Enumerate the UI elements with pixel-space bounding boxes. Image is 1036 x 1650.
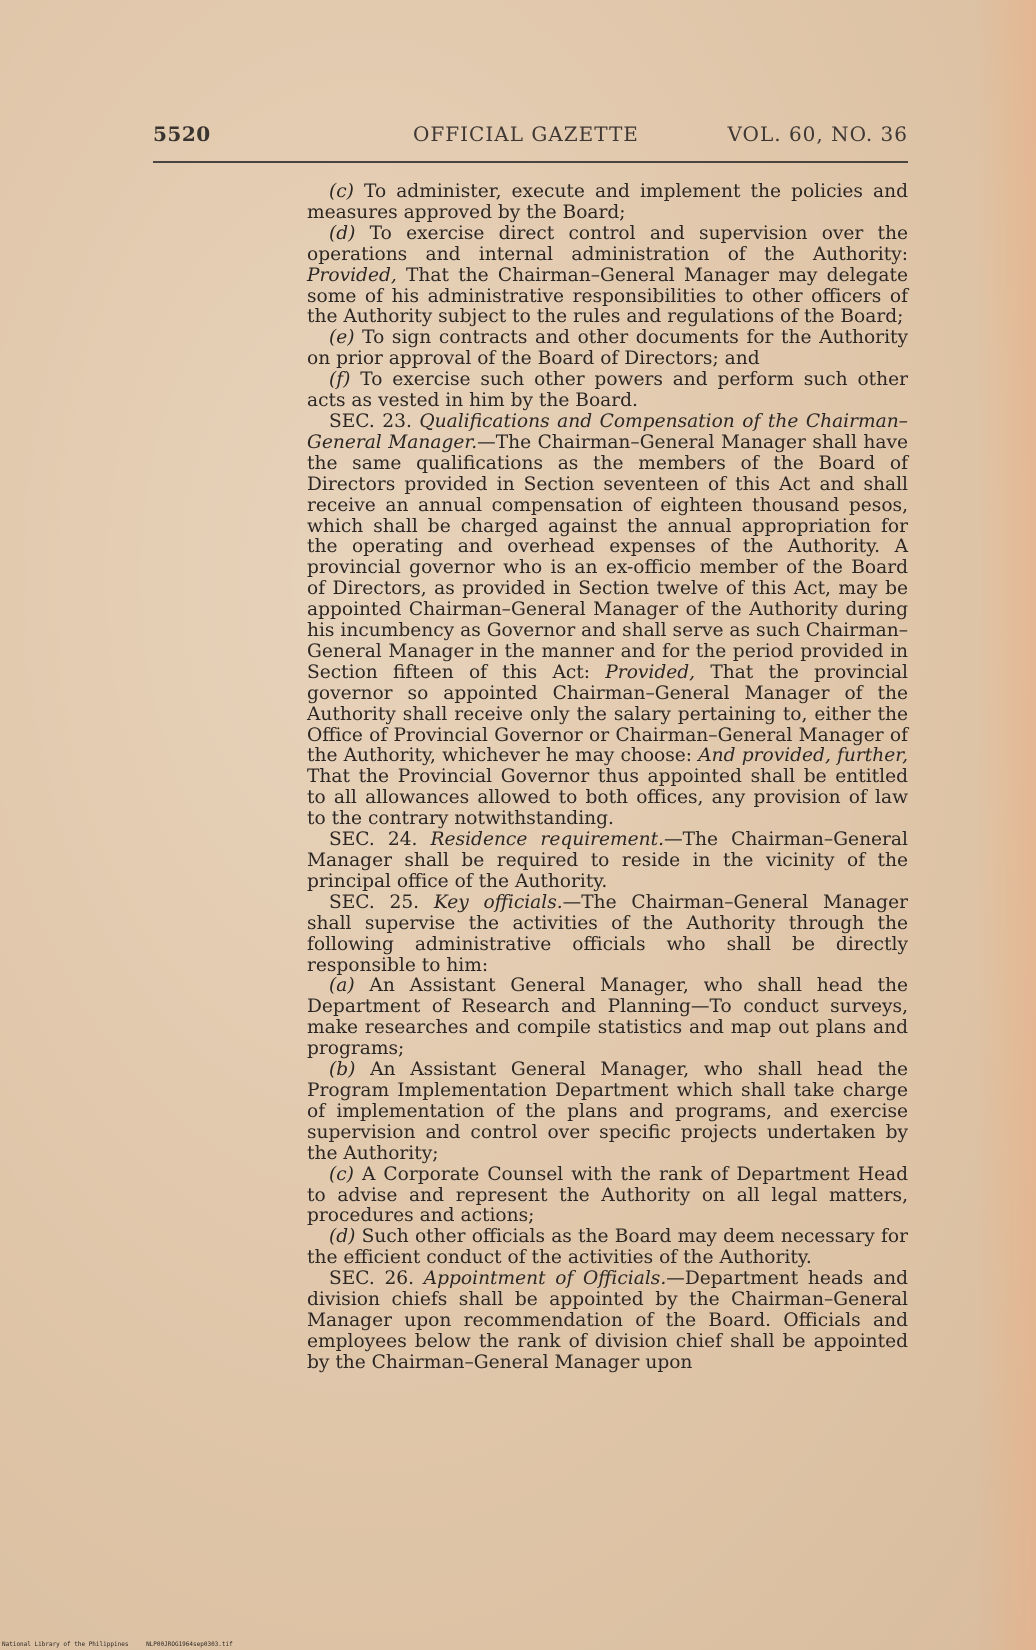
page-number: 5520 bbox=[153, 122, 211, 146]
item-label: (e) bbox=[329, 327, 355, 349]
body-text bbox=[307, 182, 908, 1374]
scan-filename: NLP00JROG1964sep0303.tif bbox=[146, 1641, 233, 1648]
item-label: (b) bbox=[329, 1059, 356, 1081]
item-label: (c) bbox=[329, 1163, 354, 1185]
paragraph-text: To exercise direct control and supervision over the operations and internal administration of the Authority: bbox=[307, 222, 908, 265]
paragraph-text: Such other officials as the Board may deem necessary for the efficient conduct of the activities of the Authority. bbox=[307, 1226, 908, 1269]
library-credit: National Library of the Philippines bbox=[2, 1641, 129, 1648]
running-header bbox=[153, 122, 908, 152]
section-label: SEC. 23. bbox=[329, 410, 412, 432]
paragraph-c-counsel bbox=[307, 1165, 908, 1228]
paragraph-a bbox=[307, 976, 908, 1060]
item-label: (f) bbox=[329, 369, 351, 391]
section-23 bbox=[307, 412, 908, 830]
section-label: SEC. 25. bbox=[329, 891, 420, 913]
paragraph-f bbox=[307, 370, 908, 412]
section-25 bbox=[307, 893, 908, 977]
section-26 bbox=[307, 1269, 908, 1374]
provided-clause: Provided, bbox=[605, 661, 696, 683]
section-text: —The Chairman–General Manager shall be required to reside in the vicinity of the principal office of the Authority. bbox=[307, 829, 908, 892]
section-heading: Key officials. bbox=[433, 891, 563, 913]
section-heading: Residence requirement. bbox=[430, 829, 665, 851]
paragraph-e bbox=[307, 328, 908, 370]
paragraph-b bbox=[307, 1060, 908, 1165]
paragraph-text: A Corporate Counsel with the rank of Department Head to advise and represent the Authority on all legal matters, procedures and actions; bbox=[307, 1163, 908, 1227]
paragraph-d bbox=[307, 224, 908, 329]
section-text: —The Chairman–General Manager shall supervise the activities of the Authority through the following administrative officials who shall be directly responsible to him: bbox=[307, 891, 908, 976]
paragraph-text: To exercise such other powers and perform such other acts as vested in him by the Board. bbox=[307, 369, 908, 412]
paragraph-text: To sign contracts and other documents for the Authority on prior approval of the Board of Directors; and bbox=[307, 327, 908, 370]
section-24 bbox=[307, 830, 908, 893]
provided-clause: Provided, bbox=[307, 264, 397, 286]
header-rule bbox=[153, 161, 908, 163]
paragraph-d-others bbox=[307, 1227, 908, 1269]
paragraph-text: An Assistant General Manager, who shall head the Program Implementation Department which shall take charge of implementation of the plans and programs, and exercise supervision and control over specific projects undertaken by the Authority; bbox=[307, 1059, 908, 1164]
paragraph-text: That the Chairman–General Manager may delegate some of his administrative responsibilities to other officers of the Authority subject to the rules and regulations of the Board; bbox=[307, 264, 908, 328]
section-text: That the Provincial Governor thus appointed shall be entitled to all allowances allowed to both offices, any provision of law to the contrary notwithstanding. bbox=[307, 766, 908, 830]
section-heading: Qualifications and Compensation of the Chairman–General Manager. bbox=[307, 410, 908, 453]
page-edge-shading bbox=[976, 0, 1036, 1650]
scan-footer bbox=[2, 1641, 247, 1648]
item-label: (a) bbox=[329, 975, 355, 997]
volume-number: VOL. 60, NO. 36 bbox=[727, 122, 908, 146]
paragraph-text: To administer, execute and implement the policies and measures approved by the Board; bbox=[307, 181, 908, 223]
section-label: SEC. 26. bbox=[329, 1268, 415, 1290]
item-label: (d) bbox=[329, 1226, 356, 1248]
section-text: —The Chairman–General Manager shall have the same qualifications as the members of the Board of Directors provided in Section seventeen of this Act and shall receive an annual compensation of eighteen thousand pesos, which shall be charged against the annual appropriation for the operating and overhead expenses of the Authority. A provincial governor who is an ex-officio member of the Board of Directors, as provided in Section twelve of this Act, may be appointed Chairman–General Manager of the Authority during his incumbency as Governor and shall serve as such Chairman–General Manager in the manner and for the period provided in Section fifteen of this Act: bbox=[307, 431, 908, 683]
paragraph-text: An Assistant General Manager, who shall head the Department of Research and Planning—To conduct surveys, make researches and compile statistics and map out plans and programs; bbox=[307, 975, 908, 1060]
section-text: That the provincial governor so appointed Chairman–General Manager of the Authority shall receive only the salary pertaining to, either the Office of Provincial Governor or Chairman–General Manager of the Authority, whichever he may choose: bbox=[307, 661, 908, 767]
section-heading: Appointment of Officials. bbox=[423, 1268, 667, 1290]
section-text: —Department heads and division chiefs shall be appointed by the Chairman–General Manager upon recommendation of the Board. Officials and employees below the rank of division chief shall be appointed by the Chairman–General Manager upon bbox=[307, 1268, 908, 1373]
item-label: (d) bbox=[329, 222, 356, 244]
section-label: SEC. 24. bbox=[329, 829, 418, 851]
provided-further-clause: And provided, further, bbox=[698, 745, 908, 767]
publication-title: OFFICIAL GAZETTE bbox=[413, 122, 639, 146]
paragraph-c bbox=[307, 182, 908, 224]
item-label: (c) bbox=[329, 181, 354, 202]
